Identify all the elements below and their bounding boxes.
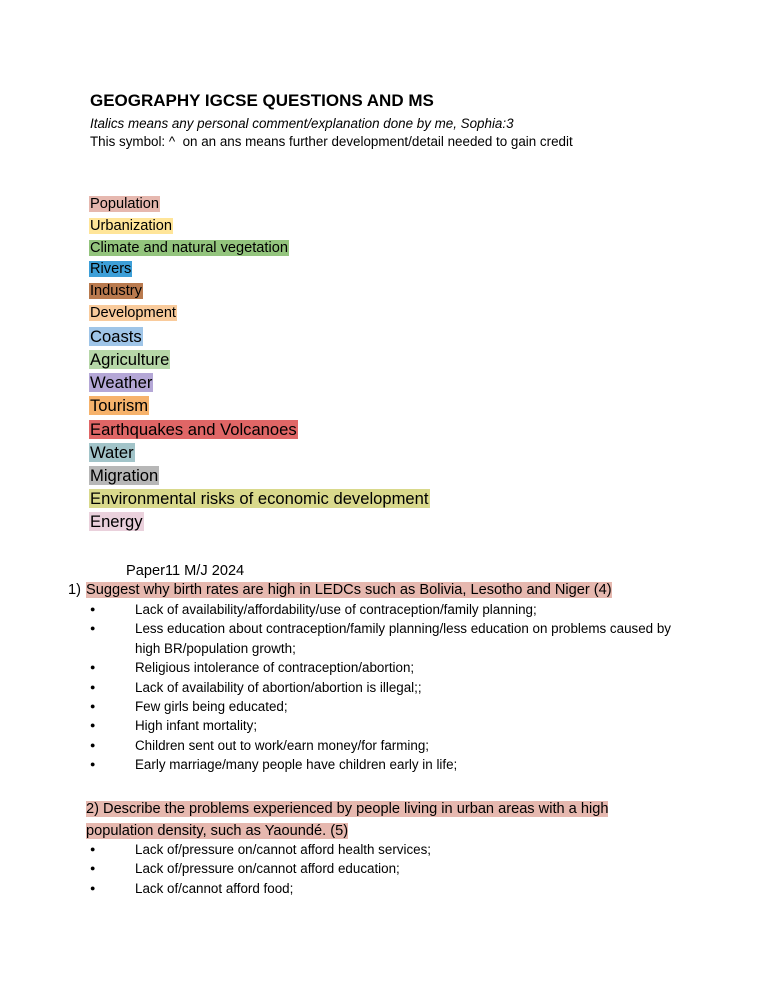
question-2: 2) Describe the problems experienced by people living in urban areas with a high population density, such as Yaoundé. (5) xyxy=(86,801,609,839)
answer-bullet: ● Early marriage/many people have children early in life; xyxy=(90,755,690,774)
topic-tourism: Tourism xyxy=(90,396,149,416)
topic-list xyxy=(89,194,430,533)
topic-earthquakes-and-volcanoes: Earthquakes and Volcanoes xyxy=(90,419,297,439)
topic-population: Population xyxy=(90,196,159,212)
topic-industry: Industry xyxy=(90,283,142,300)
answer-bullet: ● Lack of/cannot afford food; xyxy=(90,879,690,898)
answer-bullet: ● Few girls being educated; xyxy=(90,697,690,716)
answer-bullet: ● Lack of/pressure on/cannot afford education; xyxy=(90,859,690,878)
topic-coasts: Coasts xyxy=(90,326,142,346)
question-1-answers xyxy=(90,600,690,775)
topic-development: Development xyxy=(90,304,176,321)
question-2-answers xyxy=(90,840,690,898)
paper-heading: Paper11 M/J 2024 xyxy=(126,563,245,579)
topic-water: Water xyxy=(90,442,134,462)
page-title: GEOGRAPHY IGCSE QUESTIONS AND MS xyxy=(90,91,434,110)
answer-bullet: ● Lack of availability of abortion/abortion is illegal;; xyxy=(90,678,690,697)
topic-environmental-risks-of-economic-development: Environmental risks of economic development xyxy=(90,489,429,509)
symbol-note: This symbol: ^ on an ans means further development/detail needed to gain credit xyxy=(90,134,573,149)
topic-urbanization: Urbanization xyxy=(90,217,172,234)
answer-bullet: ● Lack of/pressure on/cannot afford health services; xyxy=(90,840,690,859)
topic-rivers: Rivers xyxy=(90,261,132,278)
answer-bullet: ● Lack of availability/affordability/use of contraception/family planning; xyxy=(90,600,690,619)
topic-migration: Migration xyxy=(90,465,159,485)
question-1: Suggest why birth rates are high in LEDCs such as Bolivia, Lesotho and Niger (4) xyxy=(86,582,612,598)
answer-bullet: ● Less education about contraception/family planning/less education on problems caused by high BR/population growth; xyxy=(90,619,690,658)
topic-weather: Weather xyxy=(90,373,153,393)
answer-bullet: ● Children sent out to work/earn money/for farming; xyxy=(90,736,690,755)
answer-bullet: ● Religious intolerance of contraception/abortion; xyxy=(90,658,690,677)
topic-agriculture: Agriculture xyxy=(90,349,170,369)
question-1-number: 1) xyxy=(68,582,81,598)
topic-climate-and-natural-vegetation: Climate and natural vegetation xyxy=(90,239,288,256)
topic-energy: Energy xyxy=(90,512,143,532)
answer-bullet: ● High infant mortality; xyxy=(90,716,690,735)
italics-note: Italics means any personal comment/explanation done by me, Sophia:3 xyxy=(90,116,514,131)
